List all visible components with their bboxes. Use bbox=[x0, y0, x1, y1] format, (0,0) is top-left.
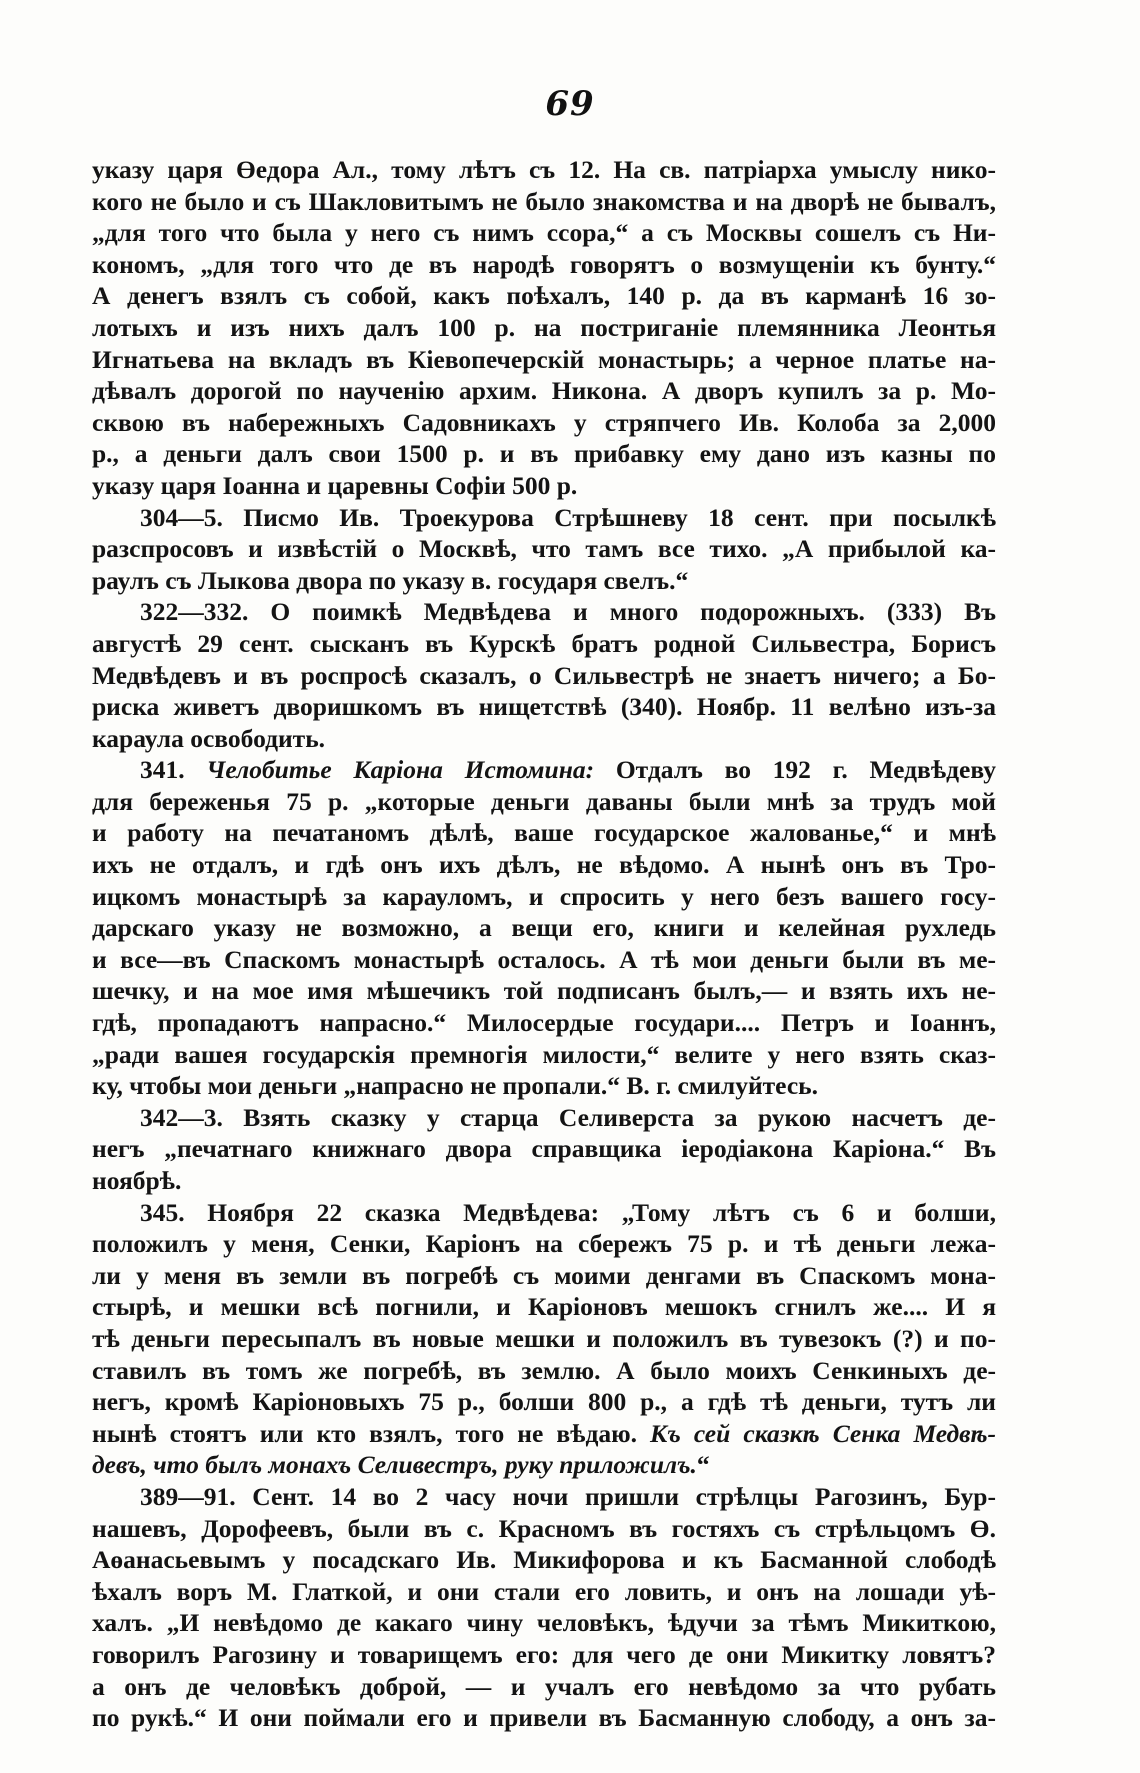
text-line bbox=[92, 1544, 996, 1576]
text-line bbox=[92, 312, 996, 344]
line-text: разспросовъ и извѣстій о Москвѣ, что тамъ все тихо. „А прибылой ка- bbox=[92, 534, 996, 564]
line-text: ноябрѣ. bbox=[92, 1166, 182, 1195]
line-text: А денегъ взялъ съ собой, какъ поѣхалъ, 140 р. да въ карманѣ 16 зо- bbox=[92, 281, 996, 311]
line-text: сквою въ набережныхъ Садовникахъ у стряпчего Ив. Колоба за 2,000 bbox=[92, 407, 996, 437]
italic-text: Челобитье Каріона Истомина: bbox=[206, 755, 595, 785]
text-line bbox=[92, 1386, 996, 1418]
line-text: халъ. „И невѣдомо де какаго чину человѣкъ, ѣдучи за тѣмъ Микиткою, bbox=[92, 1608, 996, 1638]
line-text: раулъ съ Лыкова двора по указу в. государя свелъ.“ bbox=[92, 565, 689, 595]
line-text: Игнатьева на вкладъ въ Кіевопечерскій монастырь; а черное платье на- bbox=[92, 344, 996, 374]
text-line bbox=[92, 1639, 996, 1671]
text-line bbox=[92, 1355, 996, 1387]
text-line bbox=[92, 1576, 996, 1608]
line-text: негъ „печатнаго книжнаго двора справщика іеродіакона Каріона.“ Въ bbox=[92, 1134, 996, 1164]
text-line bbox=[92, 217, 996, 249]
text-line bbox=[92, 438, 996, 470]
line-text: Медвѣдевъ и въ роспросѣ сказалъ, о Сильвестрѣ не знаетъ ничего; а Бо- bbox=[92, 660, 996, 690]
text-line bbox=[92, 660, 996, 692]
text-line bbox=[92, 596, 996, 628]
line-text: Аөанасьевымъ у посадскаго Ив. Микифорова и къ Басманной слободѣ bbox=[92, 1545, 996, 1575]
line-text: кономъ, „для того что де въ народѣ говорятъ о возмущеніи къ бунту.“ bbox=[92, 249, 996, 279]
text-line bbox=[92, 154, 996, 186]
line-text: „ради вашея государскія премногія милости,“ велите у него взять сказ- bbox=[92, 1039, 996, 1069]
text-line bbox=[92, 1291, 996, 1323]
page-number: 69 bbox=[545, 84, 595, 124]
text-line bbox=[92, 407, 996, 439]
line-text: лотыхъ и изъ нихъ далъ 100 р. на постриганіе племянника Леонтья bbox=[92, 312, 996, 342]
line-text: 342—3. Взять сказку у старца Селиверста за рукою насчетъ де- bbox=[140, 1102, 996, 1132]
text-line bbox=[92, 912, 996, 944]
text-line bbox=[92, 1165, 996, 1197]
line-text: негъ, кромѣ Каріоновыхъ 75 р., болши 800 р., а гдѣ тѣ деньги, тутъ ли bbox=[92, 1387, 996, 1417]
text-line bbox=[92, 1607, 996, 1639]
line-text: 304—5. Писмо Ив. Троекурова Стрѣшневу 18 сент. при посылкѣ bbox=[140, 502, 996, 532]
body-text bbox=[92, 154, 996, 1734]
italic-text: Къ сей сказкѣ Сенка Медвѣ- bbox=[650, 1418, 996, 1448]
italic-text: девъ, что былъ монахъ Селивестръ, руку приложилъ. bbox=[92, 1450, 697, 1480]
line-text: ли у меня въ земли въ погребѣ съ моими денгами въ Спаскомъ мона- bbox=[92, 1260, 996, 1290]
line-text: 345. Ноября 22 сказка Медвѣдева: „Тому лѣтъ съ 6 и болши, bbox=[140, 1197, 996, 1227]
text-line bbox=[92, 1513, 996, 1545]
text-line bbox=[92, 628, 996, 660]
line-text: нашевъ, Дорофеевъ, были въ с. Красномъ въ гостяхъ съ стрѣльцомъ Ө. bbox=[92, 1513, 996, 1543]
line-text: 322—332. О поимкѣ Медвѣдева и много подорожныхъ. (333) Въ bbox=[140, 597, 996, 627]
line-text: дѣвалъ дорогой по наученію архим. Никона. А дворъ купилъ за р. Мо- bbox=[92, 376, 996, 406]
line-text: 341. bbox=[140, 755, 207, 785]
line-text: 389—91. Сент. 14 во 2 часу ночи пришли стрѣлцы Рагозинъ, Бур- bbox=[140, 1481, 996, 1511]
line-text: говорилъ Рагозину и товарищемъ его: для чего де они Микитку ловятъ? bbox=[92, 1639, 996, 1669]
line-text: “ bbox=[696, 1450, 710, 1480]
line-text: шечку, и на мое имя мѣшечикъ той подписанъ былъ,— и взять ихъ не- bbox=[92, 976, 996, 1006]
line-text: августѣ 29 сент. сысканъ въ Курскѣ братъ родной Сильвестра, Борисъ bbox=[92, 628, 996, 658]
line-text: стырѣ, и мешки всѣ погнили, и Каріоновъ мешокъ сгнилъ же.... И я bbox=[92, 1292, 996, 1322]
line-text: указу царя Өедора Ал., тому лѣтъ съ 12. На св. патріарха умыслу нико- bbox=[92, 155, 996, 184]
text-line bbox=[92, 1260, 996, 1292]
line-text: кого не было и съ Шакловитымъ не было знакомства и на дворѣ не бывалъ, bbox=[92, 186, 996, 216]
text-line bbox=[92, 533, 996, 565]
text-line bbox=[92, 1070, 996, 1102]
text-line bbox=[92, 1323, 996, 1355]
line-text: караула освободить. bbox=[92, 723, 326, 753]
text-line bbox=[92, 1102, 996, 1134]
line-text: ставилъ въ томъ же погребѣ, въ землю. А было моихъ Сенкиныхъ де- bbox=[92, 1355, 996, 1385]
line-text: по рукѣ.“ И они поймали его и привели въ Басманную слободу, а онъ за- bbox=[92, 1703, 996, 1733]
line-text: а онъ де человѣкъ доброй, — и учалъ его невѣдомо за что рубать bbox=[92, 1671, 996, 1701]
text-line bbox=[92, 502, 996, 534]
text-line bbox=[92, 1007, 996, 1039]
line-text: „для того что была у него съ нимъ ссора,“ а съ Москвы сошелъ съ Ни- bbox=[92, 218, 996, 248]
text-line bbox=[92, 249, 996, 281]
text-line bbox=[92, 1449, 996, 1481]
line-text: тѣ деньги пересыпалъ въ новые мешки и положилъ въ тувезокъ (?) и по- bbox=[92, 1323, 996, 1353]
line-text: нынѣ стоятъ или кто взялъ, того не вѣдаю. bbox=[92, 1418, 651, 1448]
text-line bbox=[92, 881, 996, 913]
text-line bbox=[92, 754, 996, 786]
line-text: и все—въ Спаскомъ монастырѣ осталось. А тѣ мои деньги были въ ме- bbox=[92, 944, 996, 974]
line-text: ѣхалъ воръ М. Глаткой, и они стали его ловить, и онъ на лошади уѣ- bbox=[92, 1576, 996, 1606]
line-text: дарскаго указу не возможно, а вещи его, книги и келейная рухледь bbox=[92, 913, 996, 943]
line-text: р., а деньги далъ свои 1500 р. и въ прибавку ему дано изъ казны по bbox=[92, 439, 996, 469]
text-line bbox=[92, 1039, 996, 1071]
text-line bbox=[92, 817, 996, 849]
line-text: ицкомъ монастырѣ за карауломъ, и спросить у него безъ вашего госу- bbox=[92, 881, 996, 911]
text-line bbox=[92, 280, 996, 312]
line-text: указу царя Іоанна и царевны Софіи 500 р. bbox=[92, 470, 578, 500]
line-text: положилъ у меня, Сенки, Каріонъ на сбережъ 75 р. и тѣ деньги лежа- bbox=[92, 1229, 996, 1259]
text-line bbox=[92, 1133, 996, 1165]
text-line bbox=[92, 1418, 996, 1450]
line-text: и работу на печатаномъ дѣлѣ, ваше государское жалованье,“ и мнѣ bbox=[92, 818, 996, 848]
text-line bbox=[92, 1671, 996, 1703]
text-line bbox=[92, 565, 996, 597]
text-line bbox=[92, 470, 996, 502]
text-line bbox=[92, 975, 996, 1007]
line-text: ку, чтобы мои деньги „напрасно не пропали.“ В. г. смилуйтесь. bbox=[92, 1071, 818, 1101]
text-line bbox=[92, 849, 996, 881]
text-line bbox=[92, 1228, 996, 1260]
text-line bbox=[92, 344, 996, 376]
text-line bbox=[92, 375, 996, 407]
text-line bbox=[92, 691, 996, 723]
line-text: для береженья 75 р. „которые деньги даваны были мнѣ за трудъ мой bbox=[92, 786, 996, 816]
text-line bbox=[92, 944, 996, 976]
text-line bbox=[92, 186, 996, 218]
text-line bbox=[92, 786, 996, 818]
line-text: гдѣ, пропадаютъ напрасно.“ Милосердые государи.... Петръ и Іоаннъ, bbox=[92, 1008, 996, 1038]
text-line bbox=[92, 1197, 996, 1229]
line-text: риска живетъ дворишкомъ въ нищетствѣ (340). Ноябр. 11 велѣно изъ-за bbox=[92, 692, 996, 722]
text-line bbox=[92, 723, 996, 755]
text-line bbox=[92, 1481, 996, 1513]
text-line bbox=[92, 1702, 996, 1734]
line-text: Отдалъ во 192 г. Медвѣдеву bbox=[594, 755, 996, 785]
line-text: ихъ не отдалъ, и гдѣ онъ ихъ дѣлъ, не вѣдомо. А нынѣ онъ въ Тро- bbox=[92, 850, 996, 880]
